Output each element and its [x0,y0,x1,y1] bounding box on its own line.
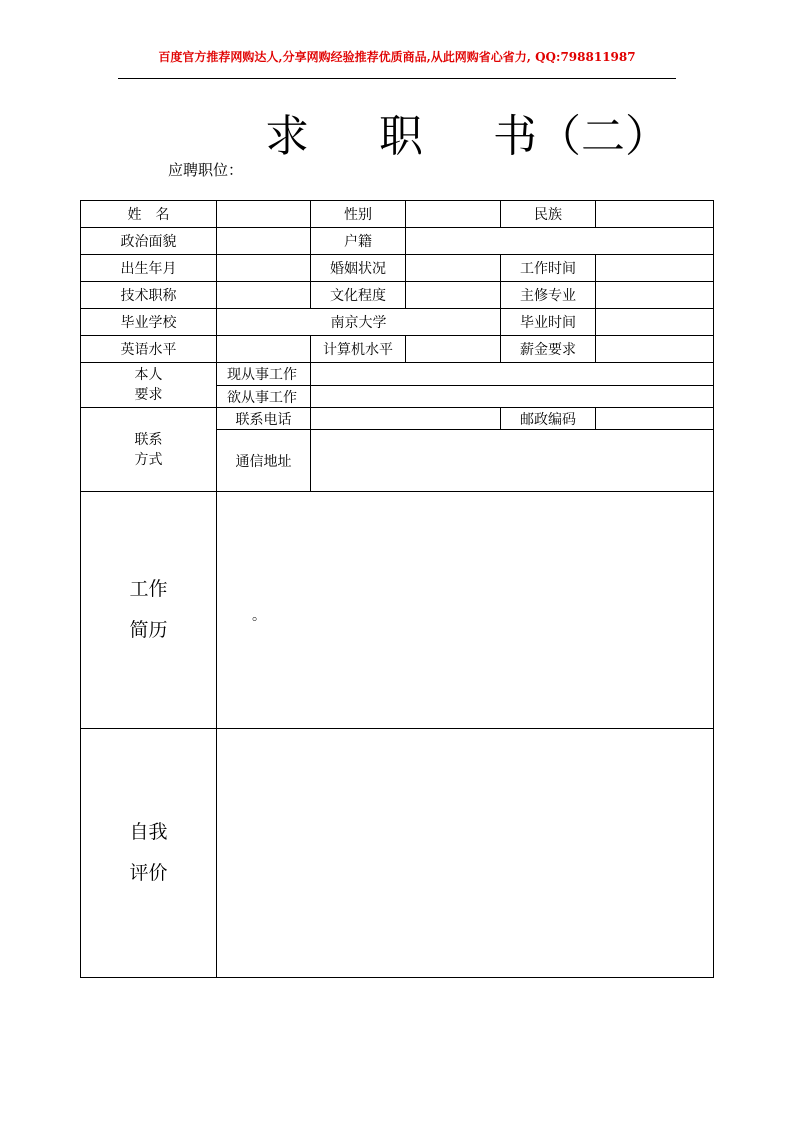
address-field[interactable] [311,430,714,492]
salary-field[interactable] [596,336,714,363]
political-status-field[interactable] [217,228,311,255]
education-label: 文化程度 [311,282,406,309]
resume-form-table [80,200,714,978]
header-note: 百度官方推荐网购达人,分享网购经验推荐优质商品,从此网购省心省力, QQ:798811987 [158,50,636,64]
tech-title-label: 技术职称 [81,282,217,309]
table-row [81,336,714,363]
graduation-time-label: 毕业时间 [501,309,596,336]
marital-status-field[interactable] [406,255,501,282]
table-row [81,201,714,228]
computer-level-label: 计算机水平 [311,336,406,363]
title-char-2: 职 [379,111,423,162]
education-field[interactable] [406,282,501,309]
desired-work-field[interactable] [311,386,714,408]
postcode-label: 邮政编码 [501,408,596,430]
requirements-label-line-2: 要求 [134,387,163,403]
work-history-label [81,492,217,729]
current-work-label: 现从事工作 [217,363,311,386]
postcode-field[interactable] [596,408,714,430]
table-row [81,363,714,386]
salary-label: 薪金要求 [501,336,596,363]
contact-label-line-2: 方式 [134,451,163,468]
requirements-label-line-1: 本人 [134,367,163,383]
school-field[interactable]: 南京大学 [217,309,501,336]
contact-label-line-1: 联系 [134,431,163,448]
phone-field[interactable] [311,408,501,430]
work-start-field[interactable] [596,255,714,282]
birth-date-field[interactable] [217,255,311,282]
english-level-label: 英语水平 [81,336,217,363]
name-label: 姓 名 [81,201,217,228]
self-evaluation-field[interactable] [217,729,714,978]
title-char-1: 求 [265,111,309,162]
address-label: 通信地址 [217,430,311,492]
desired-work-label: 欲从事工作 [217,386,311,408]
document-title [265,100,669,164]
major-field[interactable] [596,282,714,309]
contact-label [81,408,217,492]
major-label: 主修专业 [501,282,596,309]
english-level-field[interactable] [217,336,311,363]
self-evaluation-label-line-1: 自我 [129,821,168,843]
table-row [81,408,714,430]
table-row [81,729,714,978]
marital-status-label: 婚姻状况 [311,255,406,282]
table-row [81,228,714,255]
name-field[interactable] [217,201,311,228]
work-start-label: 工作时间 [501,255,596,282]
computer-level-field[interactable] [406,336,501,363]
table-row [81,282,714,309]
school-label: 毕业学校 [81,309,217,336]
ethnicity-label: 民族 [501,201,596,228]
gender-field[interactable] [406,201,501,228]
phone-label: 联系电话 [217,408,311,430]
graduation-time-field[interactable] [596,309,714,336]
header-rule [118,78,676,79]
hukou-field[interactable] [406,228,714,255]
work-history-text: 。 [252,608,266,624]
tech-title-field[interactable] [217,282,311,309]
ethnicity-field[interactable] [596,201,714,228]
table-row [81,255,714,282]
political-status-label: 政治面貌 [81,228,217,255]
work-history-field[interactable] [217,492,714,729]
birth-date-label: 出生年月 [81,255,217,282]
work-history-label-line-1: 工作 [129,578,168,600]
table-row [81,309,714,336]
self-evaluation-label [81,729,217,978]
requirements-label [81,363,217,408]
gender-label: 性别 [311,201,406,228]
current-work-field[interactable] [311,363,714,386]
table-row [81,492,714,729]
hukou-label: 户籍 [311,228,406,255]
work-history-label-line-2: 简历 [129,619,168,641]
position-label: 应聘职位： [168,161,244,179]
self-evaluation-label-line-2: 评价 [129,862,168,884]
title-char-3: 书（二） [493,111,669,162]
